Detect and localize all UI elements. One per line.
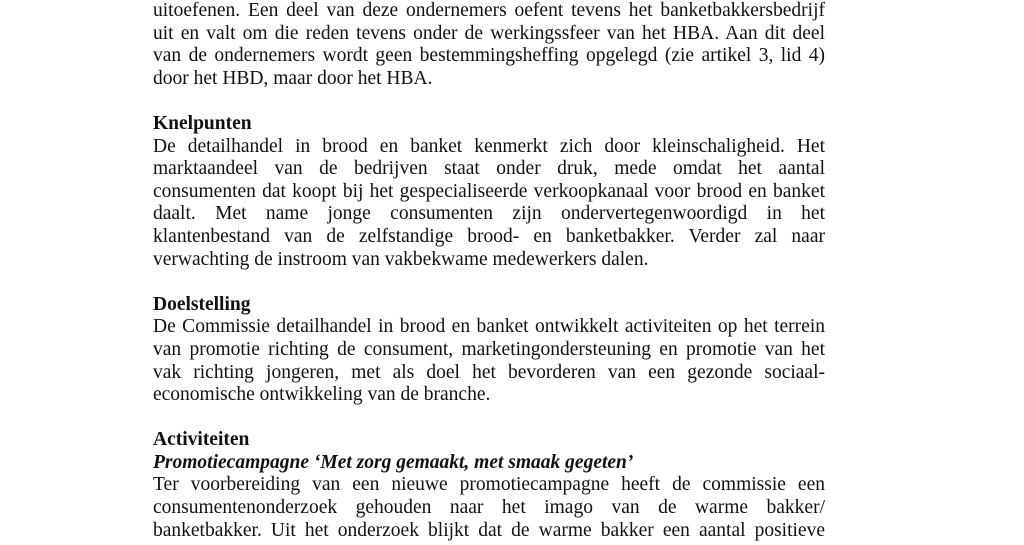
activiteiten-subheading: Promotiecampagne ‘Met zorg gemaakt, met smaak gegeten’	[153, 451, 634, 473]
doelstelling-section	[153, 294, 825, 407]
activiteiten-line: banketbakker. Uit het onderzoek blijkt dat de warme bakker een aantal positieve	[153, 519, 825, 541]
knelpunten-line: daalt. Met name jonge consumenten zijn ondervertegenwoordigd in het	[153, 203, 825, 225]
paragraph-gap	[153, 90, 825, 113]
intro-line: uitoefenen. Een deel van deze ondernemers oefent tevens het banketbakkersbedrijf	[153, 0, 825, 21]
activiteiten-section	[153, 429, 825, 542]
doelstelling-line: De Commissie detailhandel in brood en banket ontwikkelt activiteiten op het terrein	[153, 316, 825, 338]
doelstelling-line: van promotie richting de consument, marketingondersteuning en promotie van het	[153, 338, 825, 360]
doelstelling-heading: Doelstelling	[153, 293, 251, 315]
document-page	[153, 0, 825, 542]
knelpunten-line-last: verwachting de instroom van vakbekwame medewerkers dalen.	[153, 248, 649, 270]
doelstelling-line-last: economische ontwikkeling van de branche.	[153, 384, 491, 406]
knelpunten-section	[153, 113, 825, 271]
intro-line: uit en valt om die reden tevens onder de werkingssfeer van het HBA. Aan dit deel	[153, 22, 825, 44]
activiteiten-line: consumentenonderzoek gehouden naar het imago van de warme bakker/	[153, 497, 825, 519]
doelstelling-line: vak richting jongeren, met als doel het bevorderen van een gezonde sociaal-	[153, 361, 825, 383]
intro-paragraph	[153, 0, 825, 90]
paragraph-gap	[153, 271, 825, 294]
knelpunten-line: klantenbestand van de zelfstandige brood- en banketbakker. Verder zal naar	[153, 225, 825, 247]
knelpunten-line: De detailhandel in brood en banket kenmerkt zich door kleinschaligheid. Het	[153, 135, 825, 157]
intro-line: van de ondernemers wordt geen bestemmingsheffing opgelegd (zie artikel 3, lid 4)	[153, 45, 825, 67]
activiteiten-heading: Activiteiten	[153, 429, 250, 451]
activiteiten-line: Ter voorbereiding van een nieuwe promotiecampagne heeft de commissie een	[153, 474, 825, 496]
knelpunten-heading: Knelpunten	[153, 112, 252, 134]
knelpunten-line: consumenten dat koopt bij het gespecialiseerde verkoopkanaal voor brood en banket	[153, 180, 825, 202]
paragraph-gap	[153, 407, 825, 430]
knelpunten-line: marktaandeel van de bedrijven staat onder druk, mede omdat het aantal	[153, 158, 825, 180]
intro-line-last: door het HBD, maar door het HBA.	[153, 67, 433, 89]
